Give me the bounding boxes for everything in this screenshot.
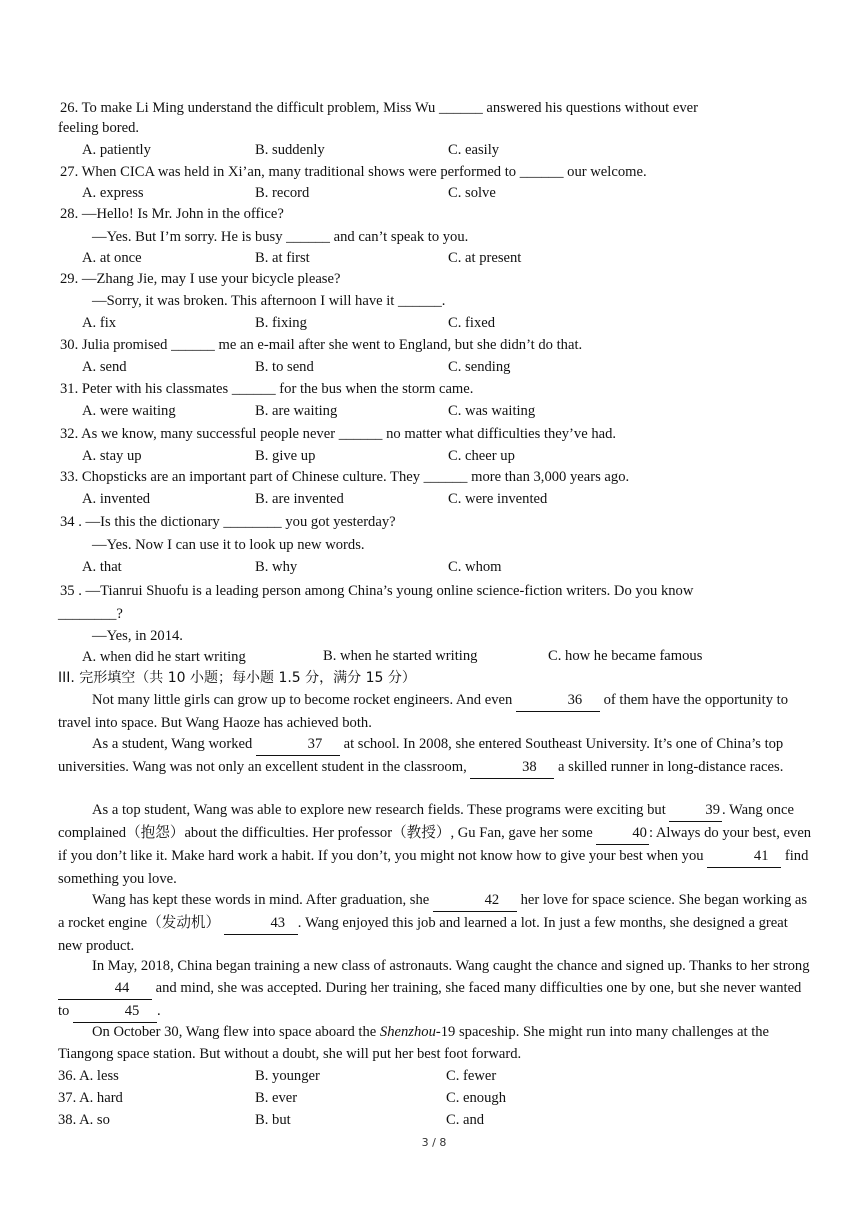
q30-option-b: B. to send xyxy=(255,359,314,375)
q29-option-c: C. fixed xyxy=(448,315,496,331)
q32-option-a: A. stay up xyxy=(82,448,142,464)
question-27-stem: 27. When CICA was held in Xi’an, many traditional shows were performed to ______ our welcome. xyxy=(60,164,647,180)
passage-text: On October 30, Wang flew into space aboard the xyxy=(92,1024,377,1040)
spaceship-name: Shenzhou xyxy=(379,1024,436,1040)
q34-option-b: B. why xyxy=(255,559,298,575)
passage-paragraph-5 xyxy=(58,955,813,1023)
q35-option-c: C. how he became famous xyxy=(548,648,703,664)
passage-paragraph-3 xyxy=(58,799,813,890)
q29-option-a: A. fix xyxy=(82,315,117,331)
blank-44: 44 xyxy=(58,977,152,1000)
q35-option-b: B. when he started writing xyxy=(323,648,478,664)
q37-option-c: C. enough xyxy=(446,1090,506,1106)
q34-option-a: A. that xyxy=(82,559,122,575)
q27-option-c: C. solve xyxy=(448,185,496,201)
passage-text: . Wang enjoyed this job and learned a lot. In just a few months, she designed a great new product. xyxy=(58,915,788,954)
blank-37: 37 xyxy=(256,733,340,756)
q32-option-c: C. cheer up xyxy=(448,448,515,464)
q32-option-b: B. give up xyxy=(255,448,316,464)
q35-option-a: A. when did he start writing xyxy=(82,649,246,665)
passage-paragraph-4 xyxy=(58,889,813,957)
passage-text: . xyxy=(157,1003,161,1019)
question-26-stem-cont: feeling bored. xyxy=(58,120,140,136)
q37-option-b: B. ever xyxy=(255,1090,298,1106)
passage-text: find something you love. xyxy=(58,848,809,887)
blank-41: 41 xyxy=(707,845,781,868)
q33-option-a: A. invented xyxy=(82,491,151,507)
q26-option-b: B. suddenly xyxy=(255,142,325,158)
question-28-stem: 28. —Hello! Is Mr. John in the office? xyxy=(60,206,284,222)
passage-text: . Wang once complained（抱怨）about the difficulties. Her professor（教授）, Gu Fan, gave her some xyxy=(58,802,794,841)
page-number: 3 / 8 xyxy=(421,1136,447,1149)
passage-text: Wang has kept these words in mind. After graduation, she xyxy=(92,892,430,908)
blank-45: 45 xyxy=(73,1000,157,1023)
q30-option-a: A. send xyxy=(82,359,127,375)
question-33-stem: 33. Chopsticks are an important part of Chinese culture. They ______ more than 3,000 years ago. xyxy=(60,469,630,485)
q27-option-b: B. record xyxy=(255,185,310,201)
q26-option-a: A. patiently xyxy=(82,142,151,158)
q38-option-c: C. and xyxy=(446,1112,485,1128)
q38-option-b: B. but xyxy=(255,1112,291,1128)
question-28-reply: —Yes. But I’m sorry. He is busy ______ and can’t speak to you. xyxy=(92,229,469,245)
q36-option-c: C. fewer xyxy=(446,1068,497,1084)
passage-text: her love for space science. She began working as a rocket engine（发动机） xyxy=(58,892,808,931)
q27-option-a: A. express xyxy=(82,185,144,201)
q33-option-c: C. were invented xyxy=(448,491,548,507)
question-32-stem: 32. As we know, many successful people never ______ no matter what difficulties they’ve had. xyxy=(60,426,617,442)
question-34-reply: —Yes. Now I can use it to look up new words. xyxy=(92,537,365,553)
passage-paragraph-2 xyxy=(58,733,813,779)
q36-option-b: B. younger xyxy=(255,1068,320,1084)
question-29-reply: —Sorry, it was broken. This afternoon I will have it ______. xyxy=(92,293,446,309)
q31-option-c: C. was waiting xyxy=(448,403,536,419)
q36-option-a: 36. A. less xyxy=(58,1068,119,1084)
passage-text: of them have the opportunity to travel into space. But Wang Haoze has achieved both. xyxy=(58,692,788,731)
q29-option-b: B. fixing xyxy=(255,315,307,331)
q33-option-b: B. are invented xyxy=(255,491,344,507)
passage-text: As a top student, Wang was able to explore new research fields. These programs were exciting but xyxy=(92,802,666,818)
passage-text: As a student, Wang worked xyxy=(92,736,253,752)
blank-40: 40 xyxy=(596,822,649,845)
q28-option-c: C. at present xyxy=(448,250,522,266)
passage-text: and mind, she was accepted. During her training, she faced many difficulties one by one, but she never wanted to xyxy=(58,980,802,1019)
question-35-stem: 35 . —Tianrui Shuofu is a leading person among China’s young online science-fiction writers. Do you know xyxy=(60,583,694,599)
blank-39: 39 xyxy=(669,799,722,822)
section-3-heading: III. 完形填空（共 10 小题；每小题 1.5 分，满分 15 分） xyxy=(58,670,416,686)
q31-option-b: B. are waiting xyxy=(255,403,338,419)
question-30-stem: 30. Julia promised ______ me an e-mail after she went to England, but she didn’t do that. xyxy=(60,337,583,353)
blank-36: 36 xyxy=(516,689,600,712)
q26-option-c: C. easily xyxy=(448,142,500,158)
q28-option-b: B. at first xyxy=(255,250,310,266)
passage-text: : Always do your best, even if you don’t like it. Make hard work a habit. If you don’t, you might not know how to give your best when you xyxy=(58,825,812,864)
passage-text: Not many little girls can grow up to become rocket engineers. And even xyxy=(92,692,513,708)
question-26-stem: 26. To make Li Ming understand the difficult problem, Miss Wu ______ answered his questions without ever xyxy=(60,100,698,116)
q38-option-a: 38. A. so xyxy=(58,1112,110,1128)
question-31-stem: 31. Peter with his classmates ______ for the bus when the storm came. xyxy=(60,381,474,397)
blank-38: 38 xyxy=(470,756,554,779)
passage-text: -19 spaceship. She might run into many challenges at the Tiangong space station. But without a doubt, she will put her best foot forward. xyxy=(58,1024,770,1062)
passage-text: at school. In 2008, she entered Southeast University. It’s one of China’s top universities. Wang was not only an excellent student in the classroom, xyxy=(58,736,784,775)
question-34-stem: 34 . —Is this the dictionary ________ you got yesterday? xyxy=(60,514,396,530)
passage-paragraph-6 xyxy=(58,1021,813,1065)
q30-option-c: C. sending xyxy=(448,359,511,375)
q34-option-c: C. whom xyxy=(448,559,502,575)
passage-paragraph-1 xyxy=(58,689,813,734)
question-35-stem-cont: ________? xyxy=(58,606,123,622)
q28-option-a: A. at once xyxy=(82,250,142,266)
blank-43: 43 xyxy=(224,912,298,935)
passage-text: a skilled runner in long-distance races. xyxy=(558,759,784,775)
q31-option-a: A. were waiting xyxy=(82,403,176,419)
q37-option-a: 37. A. hard xyxy=(58,1090,123,1106)
question-35-reply: —Yes, in 2014. xyxy=(92,628,183,644)
question-29-stem: 29. —Zhang Jie, may I use your bicycle please? xyxy=(60,271,341,287)
passage-text: In May, 2018, China began training a new class of astronauts. Wang caught the chance and signed up. Thanks to her strong xyxy=(92,958,810,974)
blank-42: 42 xyxy=(433,889,517,912)
